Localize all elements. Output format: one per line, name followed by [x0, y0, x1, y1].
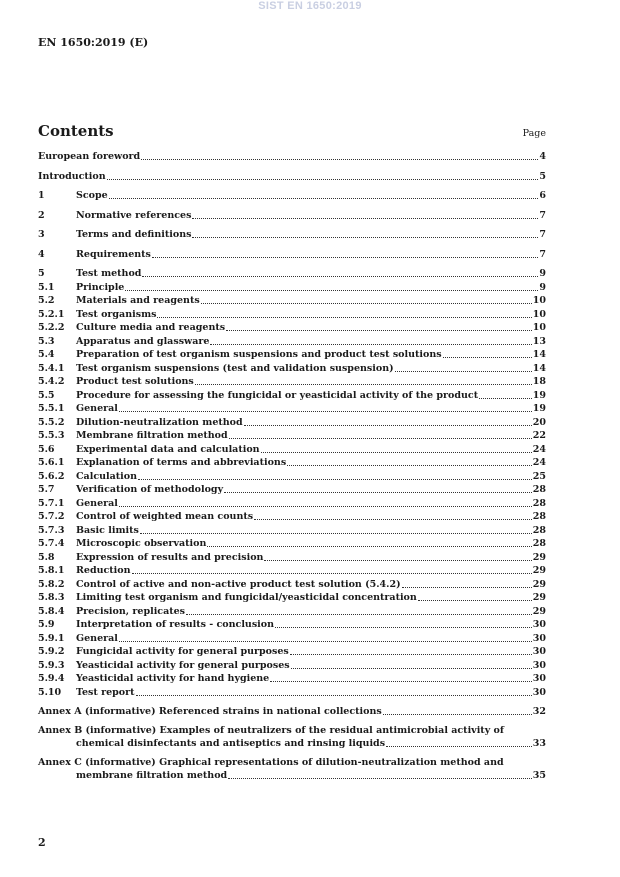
toc-entry-body — [76, 483, 546, 497]
page-column-label: Page — [522, 128, 546, 139]
toc-entry[interactable] — [38, 483, 546, 497]
toc-entry-page: 29 — [532, 592, 546, 603]
toc-entry-page: 29 — [532, 605, 546, 617]
toc-entry-title: General — [76, 403, 118, 414]
toc-annex[interactable] — [38, 756, 546, 782]
toc-entry-title: Verification of methodology — [76, 484, 224, 495]
toc-entry-page: 9 — [539, 268, 546, 279]
toc-entry-number: 5.2.1 — [38, 308, 65, 320]
toc-entry-number: 5.5.3 — [38, 430, 65, 441]
toc-entry-title: Dilution-neutralization method — [76, 416, 243, 428]
toc-entry[interactable] — [38, 686, 546, 700]
toc-entry-number: 5.10 — [38, 686, 62, 698]
toc-entry[interactable] — [38, 645, 546, 659]
toc-entry-number: 5.7.1 — [38, 497, 65, 509]
toc-entry-title: Materials and reagents — [76, 295, 200, 306]
toc-entry-title: Explanation of terms and abbreviations — [76, 457, 287, 468]
toc-entry-page: 28 — [532, 497, 546, 509]
toc-entry[interactable] — [38, 150, 546, 164]
toc-entry-title: Test report — [76, 686, 135, 698]
toc-entry-number: 1 — [38, 190, 45, 201]
toc-entry-body — [76, 645, 546, 659]
dot-leader — [264, 551, 531, 561]
dot-leader — [226, 321, 532, 331]
toc-entry-page: 30 — [532, 646, 546, 657]
toc-entry-body — [76, 672, 546, 686]
toc-entry[interactable] — [38, 497, 546, 511]
toc-entry-body — [76, 321, 546, 335]
toc-entry-page: 14 — [532, 349, 546, 360]
toc-entry-title: Membrane filtration method — [76, 430, 228, 441]
dot-leader — [270, 672, 532, 682]
toc-annex-title: Annex B (informative) Examples of neutralizers of the residual antimicrobial activity of — [38, 725, 504, 736]
toc-entry-title: Introduction — [38, 170, 106, 182]
toc-entry-body — [76, 564, 546, 578]
toc-entry-title: Requirements — [76, 248, 151, 260]
toc-entry[interactable] — [38, 402, 546, 416]
toc-entry-page: 28 — [532, 538, 546, 549]
toc-entry[interactable] — [38, 189, 546, 203]
toc-entry-title: Terms and definitions — [76, 229, 192, 240]
toc-entry-number: 5.8.3 — [38, 592, 65, 603]
dot-leader — [119, 402, 532, 412]
toc-entry[interactable] — [38, 429, 546, 443]
toc-entry-number: 5.3 — [38, 335, 55, 347]
toc-entry-body — [38, 170, 546, 184]
toc-entry-title: Control of active and non-active product test solution (5.4.2) — [76, 578, 401, 590]
dot-leader — [132, 564, 532, 574]
toc-entry[interactable] — [38, 578, 546, 592]
toc-entry[interactable] — [38, 348, 546, 362]
toc-entry-body — [76, 632, 546, 646]
toc-entry-page: 30 — [532, 686, 546, 698]
dot-leader — [192, 209, 538, 219]
toc-entry-title: Calculation — [76, 470, 138, 482]
toc-entry-title: Basic limits — [76, 524, 139, 536]
toc-entry-number: 5.2 — [38, 295, 55, 306]
toc-annex-page: 32 — [532, 706, 546, 717]
toc-entry-number: 5.9.3 — [38, 659, 65, 671]
dot-leader — [138, 470, 532, 480]
toc-entry-number: 5.5.2 — [38, 416, 65, 428]
dot-leader — [157, 308, 531, 318]
toc-entry[interactable] — [38, 524, 546, 538]
toc-entry-title: Yeasticidal activity for hand hygiene — [76, 673, 270, 684]
dot-leader — [192, 228, 538, 238]
toc-entry-title: Experimental data and calculation — [76, 443, 260, 455]
toc-entry[interactable] — [38, 375, 546, 389]
toc-entry[interactable] — [38, 510, 546, 524]
toc-entry-title: Scope — [76, 190, 108, 201]
dot-leader — [244, 416, 532, 426]
toc-entry[interactable] — [38, 564, 546, 578]
dot-leader — [125, 281, 538, 291]
toc-entry-page: 9 — [539, 281, 546, 293]
toc-entry[interactable] — [38, 335, 546, 349]
dot-leader — [229, 429, 532, 439]
dot-leader — [418, 591, 532, 601]
toc-entry[interactable] — [38, 443, 546, 457]
dot-leader — [383, 705, 532, 715]
toc-entry-title: Microscopic observation — [76, 538, 207, 549]
toc-entry[interactable] — [38, 170, 546, 184]
dot-leader — [224, 483, 532, 493]
toc-entry-page: 28 — [532, 524, 546, 536]
toc-entry-body — [76, 362, 546, 376]
toc-entry-page: 6 — [539, 190, 546, 201]
dot-leader — [119, 497, 532, 507]
toc-entry-body — [76, 335, 546, 349]
toc-entry-body — [76, 416, 546, 430]
toc-entry-page: 30 — [532, 619, 546, 630]
toc-entry-title: Reduction — [76, 565, 131, 576]
toc-entry-number: 5.7.4 — [38, 538, 65, 549]
toc-entry[interactable] — [38, 618, 546, 632]
toc-entry[interactable] — [38, 605, 546, 619]
toc-entry-page: 5 — [539, 170, 546, 182]
toc-entry-number: 5.9.4 — [38, 673, 65, 684]
toc-annex[interactable] — [38, 705, 546, 718]
dot-leader — [141, 150, 538, 160]
toc-entry-page: 18 — [532, 376, 546, 387]
toc-entry-body — [76, 470, 546, 484]
dot-leader — [402, 578, 532, 588]
page-number: 2 — [38, 836, 46, 849]
toc-entry-number: 3 — [38, 229, 45, 240]
dot-leader — [136, 686, 532, 696]
toc-entry[interactable] — [38, 416, 546, 430]
toc-entry-body — [76, 294, 546, 308]
toc-entry-number: 5 — [38, 268, 45, 279]
toc-entry-body — [76, 228, 546, 242]
toc-entry-number: 5.4.1 — [38, 362, 65, 374]
dot-leader — [210, 335, 531, 345]
dot-leader — [201, 294, 532, 304]
toc-entry-page: 30 — [532, 632, 546, 644]
toc-entry-body — [76, 578, 546, 592]
toc-entry-number: 2 — [38, 209, 45, 221]
toc-entry-page: 30 — [532, 659, 546, 671]
toc-entry[interactable] — [38, 294, 546, 308]
toc-entry-body — [76, 686, 546, 700]
toc-entry-body — [76, 267, 546, 281]
toc-entry-body — [76, 456, 546, 470]
toc-entry-number: 5.6.1 — [38, 457, 65, 468]
toc-entry-number: 5.7.2 — [38, 511, 65, 522]
toc-entry-number: 5.6 — [38, 443, 55, 455]
toc-annex-title-cont: chemical disinfectants and antiseptics and rinsing liquids — [76, 738, 386, 749]
toc-entry-number: 5.5.1 — [38, 403, 65, 414]
dot-leader — [140, 524, 532, 534]
toc-entry-page: 10 — [532, 322, 546, 333]
dot-leader — [443, 348, 532, 358]
dot-leader — [119, 632, 532, 642]
toc-annex-continuation — [38, 737, 546, 750]
toc-entry-body — [76, 248, 546, 262]
toc-entry-title: Principle — [76, 281, 125, 293]
toc-entry[interactable] — [38, 537, 546, 551]
toc-entry-body — [76, 551, 546, 565]
toc-entry-number: 5.8.4 — [38, 605, 65, 617]
toc-entry-title: Test method — [76, 268, 142, 279]
dot-leader — [152, 248, 538, 258]
table-of-contents — [38, 150, 546, 782]
dot-leader — [479, 389, 532, 399]
toc-entry-body — [76, 308, 546, 322]
toc-entry-body — [76, 591, 546, 605]
toc-entry-title: Interpretation of results - conclusion — [76, 619, 275, 630]
toc-entry-page: 24 — [532, 457, 546, 468]
toc-entry-title: Test organisms — [76, 308, 157, 320]
toc-entry-body — [76, 524, 546, 538]
dot-leader — [395, 362, 532, 372]
toc-entry-title: Preparation of test organism suspensions and product test solutions — [76, 349, 442, 360]
toc-entry[interactable] — [38, 248, 546, 262]
toc-entry-body — [76, 209, 546, 223]
toc-entry-body — [76, 389, 546, 403]
toc-annex-title: Annex A (informative) Referenced strains in national collections — [38, 706, 382, 717]
toc-entry-body — [76, 189, 546, 203]
toc-entry-number: 5.8 — [38, 551, 55, 563]
toc-entry-page: 22 — [532, 430, 546, 441]
toc-annex-page: 35 — [532, 770, 546, 781]
toc-entry-body — [76, 348, 546, 362]
toc-entry-body — [76, 375, 546, 389]
toc-annex-page: 33 — [532, 738, 546, 749]
toc-entry[interactable] — [38, 672, 546, 686]
toc-entry-body — [76, 659, 546, 673]
toc-entry[interactable] — [38, 321, 546, 335]
toc-entry[interactable] — [38, 551, 546, 565]
toc-entry-title: General — [76, 632, 118, 644]
toc-entry-title: Apparatus and glassware — [76, 335, 210, 347]
toc-entry[interactable] — [38, 209, 546, 223]
toc-entry-page: 24 — [532, 443, 546, 455]
toc-entry-number: 4 — [38, 248, 45, 260]
dot-leader — [228, 769, 532, 779]
dot-leader — [254, 510, 532, 520]
dot-leader — [186, 605, 532, 615]
toc-entry-page: 4 — [539, 151, 546, 162]
dot-leader — [207, 537, 531, 547]
dot-leader — [290, 645, 532, 655]
toc-entry-body — [76, 402, 546, 416]
toc-entry-page: 19 — [532, 389, 546, 401]
toc-entry-number: 5.9.1 — [38, 632, 65, 644]
toc-entry-body — [76, 429, 546, 443]
toc-entry-page: 7 — [539, 229, 546, 240]
watermark: SIST EN 1650:2019 — [258, 0, 362, 12]
toc-entry-page: 29 — [532, 565, 546, 576]
toc-entry-title: Normative references — [76, 209, 192, 221]
toc-entry-page: 7 — [539, 248, 546, 260]
toc-entry[interactable] — [38, 362, 546, 376]
toc-entry[interactable] — [38, 228, 546, 242]
toc-entry-page: 28 — [532, 511, 546, 522]
toc-entry-number: 5.4 — [38, 349, 55, 360]
toc-entry-body — [76, 618, 546, 632]
toc-entry-body — [76, 605, 546, 619]
dot-leader — [291, 659, 532, 669]
toc-entry-page: 30 — [532, 673, 546, 684]
document-id: EN 1650:2019 (E) — [38, 36, 149, 49]
toc-entry-page: 29 — [532, 578, 546, 590]
toc-entry-title: Procedure for assessing the fungicidal or yeasticidal activity of the product — [76, 389, 479, 401]
toc-entry-body — [76, 537, 546, 551]
dot-leader — [261, 443, 532, 453]
toc-entry-title: Limiting test organism and fungicidal/yeasticidal concentration — [76, 592, 417, 603]
toc-entry-title: Fungicidal activity for general purposes — [76, 646, 289, 657]
toc-entry-page: 10 — [532, 295, 546, 306]
toc-entry-body — [38, 150, 546, 164]
toc-annex[interactable] — [38, 724, 546, 750]
toc-entry[interactable] — [38, 308, 546, 322]
toc-entry-number: 5.5 — [38, 389, 55, 401]
toc-entry-page: 14 — [532, 362, 546, 374]
toc-entry-title: European foreword — [38, 151, 141, 162]
dot-leader — [275, 618, 532, 628]
toc-entry-page: 28 — [532, 484, 546, 495]
toc-entry-body — [76, 443, 546, 457]
toc-entry-page: 20 — [532, 416, 546, 428]
toc-entry[interactable] — [38, 281, 546, 295]
dot-leader — [107, 170, 539, 180]
toc-entry-number: 5.7 — [38, 484, 55, 495]
toc-entry[interactable] — [38, 659, 546, 673]
toc-entry-body — [76, 497, 546, 511]
toc-entry-number: 5.1 — [38, 281, 55, 293]
toc-entry[interactable] — [38, 470, 546, 484]
toc-entry-page: 13 — [532, 335, 546, 347]
toc-entry-number: 5.9 — [38, 619, 55, 630]
dot-leader — [195, 375, 532, 385]
contents-title: Contents — [38, 122, 114, 140]
dot-leader — [109, 189, 539, 199]
toc-entry-number: 5.7.3 — [38, 524, 65, 536]
toc-entry-page: 25 — [532, 470, 546, 482]
toc-entry-number: 5.8.1 — [38, 565, 65, 576]
toc-entry[interactable] — [38, 632, 546, 646]
toc-entry-number: 5.6.2 — [38, 470, 65, 482]
toc-entry[interactable] — [38, 591, 546, 605]
toc-entry-page: 29 — [532, 551, 546, 563]
toc-entry-title: Culture media and reagents — [76, 322, 226, 333]
toc-entry-page: 19 — [532, 403, 546, 414]
toc-annex-continuation — [38, 769, 546, 782]
toc-entry-title: Expression of results and precision — [76, 551, 264, 563]
toc-entry-body — [76, 281, 546, 295]
dot-leader — [386, 737, 532, 747]
toc-entry-number: 5.8.2 — [38, 578, 65, 590]
toc-annex-title-cont: membrane filtration method — [76, 770, 228, 781]
toc-entry-title: Precision, replicates — [76, 605, 186, 617]
toc-entry[interactable] — [38, 389, 546, 403]
toc-entry-number: 5.9.2 — [38, 646, 65, 657]
toc-entry-title: Yeasticidal activity for general purposes — [76, 659, 290, 671]
toc-annex-title: Annex C (informative) Graphical representations of dilution-neutralization method and — [38, 757, 504, 768]
toc-entry-title: Test organism suspensions (test and validation suspension) — [76, 362, 394, 374]
toc-entry-body — [76, 510, 546, 524]
toc-entry-title: Product test solutions — [76, 376, 194, 387]
toc-entry-title: General — [76, 497, 118, 509]
toc-entry-number: 5.4.2 — [38, 376, 65, 387]
toc-entry-page: 10 — [532, 308, 546, 320]
toc-entry-number: 5.2.2 — [38, 322, 65, 333]
toc-entry-page: 7 — [539, 209, 546, 221]
toc-entry[interactable] — [38, 267, 546, 281]
toc-entry-title: Control of weighted mean counts — [76, 511, 254, 522]
dot-leader — [142, 267, 538, 277]
dot-leader — [287, 456, 532, 466]
toc-entry[interactable] — [38, 456, 546, 470]
